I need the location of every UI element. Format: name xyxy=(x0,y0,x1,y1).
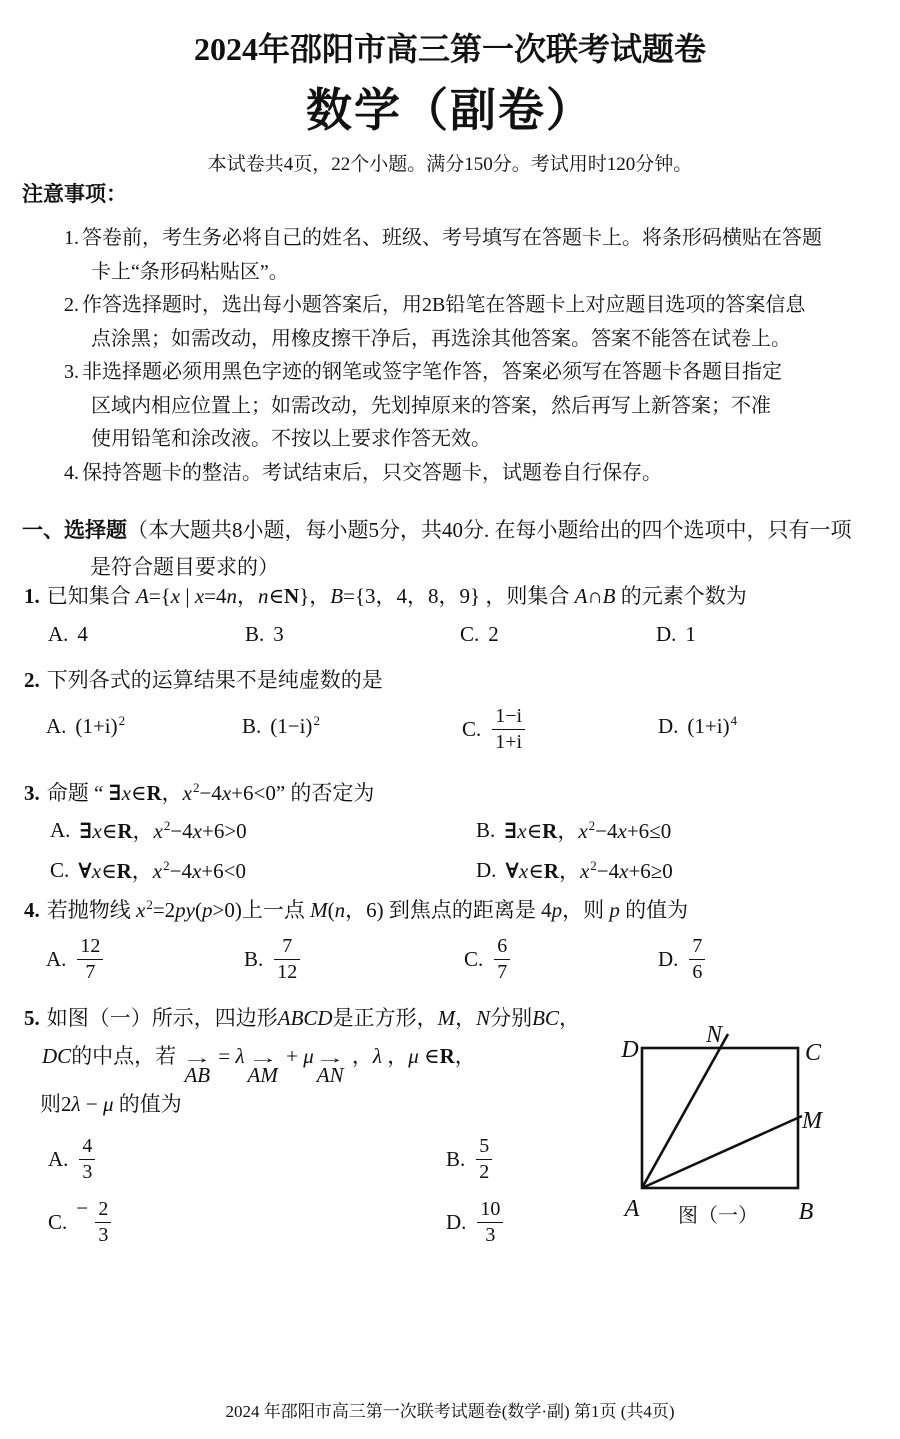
figure-caption: 图（一） xyxy=(678,1205,758,1227)
section-label: 一、选择题 xyxy=(22,518,127,542)
q4-option-a: A. $\frac{12}{7}$ xyxy=(46,933,105,985)
notice-item-text: 保持答题卡的整洁。考试结束后，只交答题卡，试题卷自行保存。 xyxy=(82,461,662,484)
question-4-stem xyxy=(24,894,688,924)
notice-item-3-line-2: 区域内相应位置上；如需改动，先划掉原来的答案，然后再写上新答案；不准 xyxy=(91,394,771,417)
question-5-stem-line-3 xyxy=(40,1088,182,1118)
exam-info-line: 本试卷共4页，22个小题。满分150分。考试用时120分钟。 xyxy=(207,154,693,175)
q5-option-b: B. $\frac{5}{2}$ xyxy=(446,1133,494,1185)
figure-diagram xyxy=(610,1020,845,1235)
notice-item-1-line-2: 卡上“条形码粘贴区”。 xyxy=(91,260,289,283)
q5-option-d: D. $\frac{10}{3}$ xyxy=(446,1196,505,1248)
section-heading xyxy=(22,514,852,544)
q4-option-b: B. $\frac{7}{12}$ xyxy=(244,933,302,985)
question-text: 则2λ − μ 的值为 xyxy=(40,1092,182,1116)
question-3-stem xyxy=(24,777,374,807)
question-number: 2. xyxy=(24,668,40,692)
notice-item-text: 作答选择题时，选出每小题答案后，用2B铅笔在答题卡上对应题目选项的答案信息 xyxy=(82,294,806,316)
question-number: 5. xyxy=(24,1006,40,1030)
q1-option-b: B. 3 xyxy=(245,622,284,646)
notice-heading: 注意事项： xyxy=(22,183,127,206)
q4-option-c: C. $\frac{6}{7}$ xyxy=(464,933,512,985)
q1-option-c: C. 2 xyxy=(460,622,499,646)
notice-list xyxy=(64,222,870,490)
notice-item-text: 答卷前，考生务必将自己的姓名、班级、考号填写在答题卡上。将条形码横贴在答题 xyxy=(82,227,822,249)
q3-option-b: B. ∃x∈R，$x^2-4x+6\le 0$ xyxy=(476,817,672,843)
question-text: DC的中点，若 → AB = λ → AM + μ → AN ，λ ，μ ∈R， xyxy=(42,1044,476,1087)
notice-item-3-line-1 xyxy=(64,356,870,390)
section-heading-text: （本大题共8小题，每小题5分，共40分. 在每小题给出的四个选项中，只有一项 xyxy=(127,518,852,542)
q2-option-d: D. $(1+i)^4$ xyxy=(658,713,738,738)
page-footer: 2024 年邵阳市高三第一次联考试题卷(数学·副) 第1页 (共4页) xyxy=(225,1402,675,1421)
q4-option-d: D. $\frac{7}{6}$ xyxy=(658,933,707,985)
notice-item-2-line-2: 点涂黑；如需改动，用橡皮擦干净后，再选涂其他答案。答案不能答在试卷上。 xyxy=(91,327,791,350)
notice-item-2-line-1 xyxy=(64,289,870,323)
notice-item-number: 2. xyxy=(64,294,79,316)
q5-option-a: A. $\frac{4}{3}$ xyxy=(48,1133,97,1185)
question-5-stem-line-2 xyxy=(42,1040,476,1086)
q1-option-a: A. 4 xyxy=(48,622,88,646)
page-title: 2024年邵阳市高三第一次联考试题卷 xyxy=(193,31,706,67)
question-text: 命题 “ ∃x∈R，$x^2-4x+6<0$” 的否定为 xyxy=(46,780,375,805)
vertex-label-a: A xyxy=(624,1196,640,1222)
segment-a-m xyxy=(642,1116,802,1188)
q5-option-c: C. − $\frac{2}{3}$ xyxy=(48,1196,113,1248)
section-heading-line-2: 是符合题目要求的） xyxy=(90,555,279,579)
question-text: 已知集合 A={x | x=4n，n∈N}，B={3，4，8，9} ，则集合 A∩B 的元素个数为 xyxy=(46,584,747,608)
segment-a-n xyxy=(642,1034,728,1188)
question-text: 如图（一）所示，四边形ABCD是正方形，M，N分别BC， xyxy=(46,1006,580,1030)
question-text: 下列各式的运算结果不是纯虚数的是 xyxy=(46,668,383,692)
notice-item-1-line-1 xyxy=(64,222,870,256)
point-label-m: M xyxy=(802,1108,822,1134)
q3-option-c: C. ∀x∈R，$x^2-4x+6<0$ xyxy=(50,857,246,883)
notice-item-3-line-3: 使用铅笔和涂改液。不按以上要求作答无效。 xyxy=(91,428,491,450)
vertex-label-b: B xyxy=(798,1199,814,1225)
q2-option-b: B. $(1-i)^2$ xyxy=(242,713,320,738)
exam-subject-title: 数学（副卷） xyxy=(306,85,594,136)
notice-item-text: 非选择题必须用黑色字迹的钢笔或签字笔作答，答案必须写在答题卡各题目指定 xyxy=(82,361,782,383)
question-1-stem xyxy=(24,580,747,610)
question-2-stem xyxy=(24,664,383,694)
point-label-n: N xyxy=(705,1022,723,1048)
q1-option-d: D. 1 xyxy=(656,622,696,646)
q3-option-a: A. ∃x∈R，$x^2-4x+6>0$ xyxy=(50,817,247,843)
vertex-label-d: D xyxy=(621,1037,639,1063)
notice-item-number: 3. xyxy=(64,361,79,383)
question-number: 4. xyxy=(24,898,40,922)
notice-item-number: 4. xyxy=(64,461,79,484)
question-text: 若抛物线 $x^2=2py(p>0)$上一点 M(n，6) 到焦点的距离是 4p，则 p 的值为 xyxy=(46,897,689,922)
notice-item-4-line-1 xyxy=(64,457,870,491)
question-number: 1. xyxy=(24,584,40,608)
question-5-stem-line-1 xyxy=(24,1002,580,1032)
q3-option-d: D. ∀x∈R，$x^2-4x+6\ge 0$ xyxy=(476,857,673,883)
notice-item-number: 1. xyxy=(64,227,79,249)
question-number: 3. xyxy=(24,781,40,805)
q2-option-a: A. $(1+i)^2$ xyxy=(46,713,126,738)
q2-option-c: C. $\frac{1-i}{1+i}$ xyxy=(462,703,527,755)
square-abcd xyxy=(642,1048,798,1188)
vertex-label-c: C xyxy=(804,1040,822,1066)
